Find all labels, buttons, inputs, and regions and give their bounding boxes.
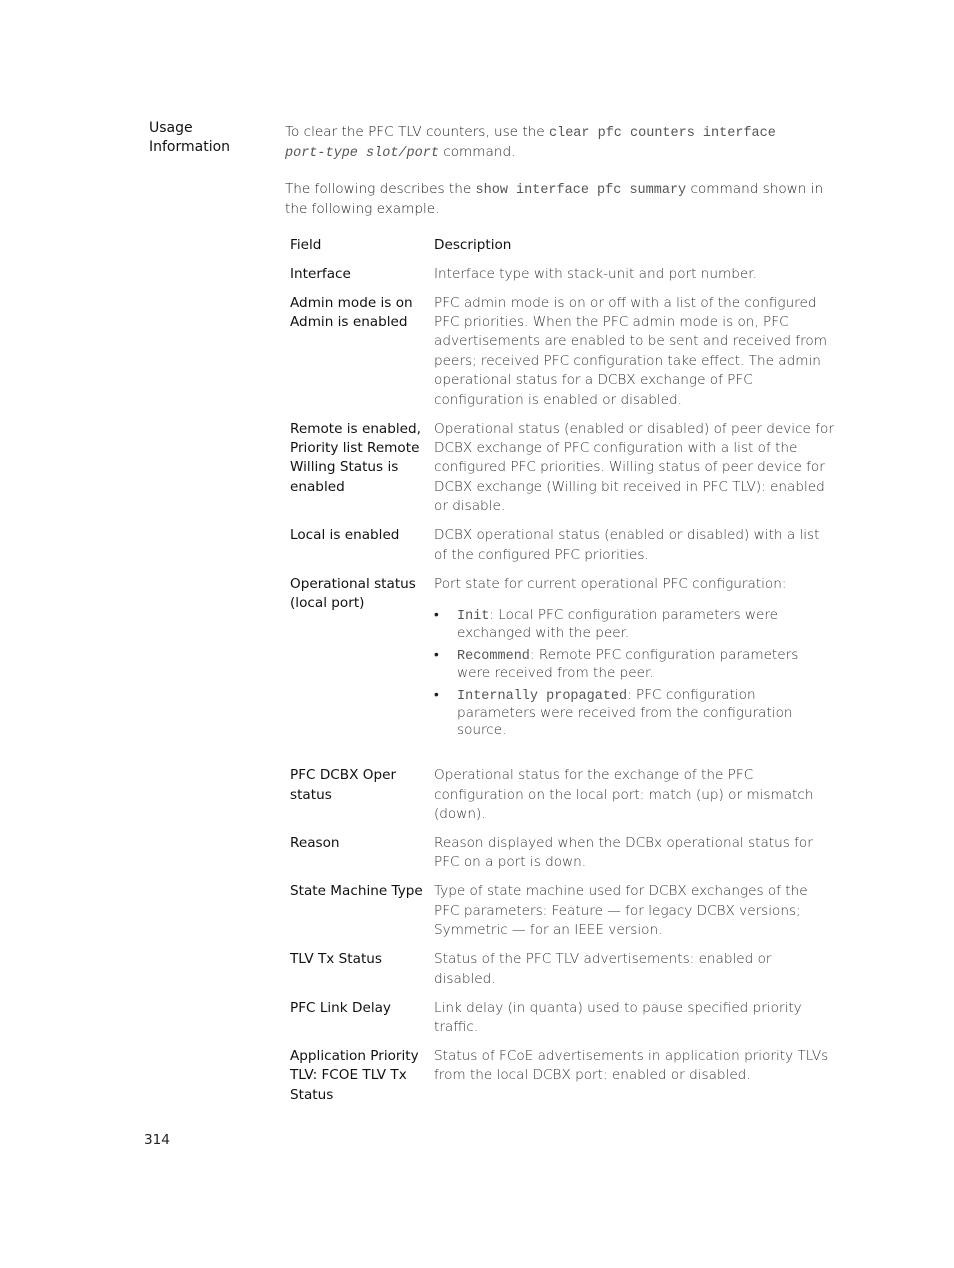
field-description: Type of state machine used for DCBX exchanges of the PFC parameters: Feature — for legacy DCBX versions; Symmetric — for an IEEE version. [434,883,808,939]
status-code: Internally propagated [457,689,628,705]
table-row [290,999,835,1047]
intro-p2-suffix: command shown in the following example. [285,180,824,218]
field-description: Reason displayed when the DCBx operational status for PFC on a port is down. [434,834,813,871]
table-row [290,1047,835,1115]
field-name: State Machine Type [290,883,423,900]
field-description: Operational status (enabled or disabled) of peer device for DCBX exchange of PFC configuration with a list of the configured PFC priorities. Willing status of peer device for DCBX exchange (Willing bit received in PFC TLV): enabled or disable. [434,420,834,515]
table-row [290,766,835,834]
field-name: Remote is enabled, Priority list Remote Willing Status is enabled [290,420,421,495]
intro-p2-text: The following describes the [285,180,476,197]
table-row [290,265,835,294]
field-name: Reason [290,834,340,851]
bullet-icon: • [434,607,439,624]
command-argument: port-type slot/port [285,146,439,162]
intro-paragraph-clear-counters [285,123,840,164]
field-name: TLV Tx Status [290,951,382,968]
table-header-row [290,236,835,265]
section-label-line2: Information [149,139,231,155]
field-name: Operational status (local port) [290,575,416,612]
field-name: Admin mode is on Admin is enabled [290,294,413,331]
header-field: Field [290,236,322,253]
field-name: Local is enabled [290,527,400,544]
status-text: : Local PFC configuration parameters were exchanged with the peer. [457,607,779,642]
field-name: Interface [290,265,351,282]
field-name: PFC DCBX Oper status [290,767,397,803]
list-item [434,647,835,682]
field-name: PFC Link Delay [290,999,391,1016]
field-description: PFC admin mode is on or off with a list of the configured PFC priorities. When the PFC admin mode is on, PFC advertisements are enabled to be sent and received from peers; received PFC configuration take effect. The admin operational status for a DCBX exchange of PFC configuration is enabled or disabled. [434,294,827,408]
section-label-line1: Usage [149,120,193,136]
field-description: Status of the PFC TLV advertisements: enabled or disabled. [434,951,772,987]
field-description-table [290,236,835,1115]
intro-p1-suffix: command. [438,144,516,161]
field-description: Link delay (in quanta) used to pause specified priority traffic. [434,999,802,1035]
field-description: DCBX operational status (enabled or disabled) with a list of the configured PFC priorities. [434,527,820,563]
table-row [290,526,835,574]
field-description: Status of FCoE advertisements in application priority TLVs from the local DCBX port: enabled or disabled. [434,1047,829,1084]
command-clear-pfc: clear pfc counters interface [549,126,776,141]
field-description: Operational status for the exchange of the PFC configuration on the local port: match (up) or mismatch (down). [434,767,814,822]
status-text: : PFC configuration parameters were received from the configuration source. [457,687,793,739]
table-row [290,420,835,527]
list-item [434,607,835,642]
operational-status-list [434,607,835,739]
table-row [290,294,835,420]
intro-paragraph-show-interface [285,180,840,220]
list-item [434,687,835,739]
section-label [149,119,269,157]
table-row [290,834,835,882]
table-row [290,950,835,998]
field-description: Interface type with stack-unit and port number. [434,265,757,282]
field-description [434,575,835,766]
field-description-intro: Port state for current operational PFC configuration: [434,575,787,592]
status-text: : Remote PFC configuration parameters were received from the peer. [457,647,799,682]
page-number: 314 [144,1132,170,1148]
status-code: Init [457,609,490,625]
table-row [290,882,835,950]
command-show-interface-pfc: show interface pfc summary [475,182,687,198]
field-name: Application Priority TLV: FCOE TLV Tx Status [290,1047,419,1103]
section-content [285,123,840,1115]
bullet-icon: • [434,647,439,664]
bullet-icon: • [434,687,439,704]
header-description: Description [434,236,512,253]
table-row [290,575,835,766]
status-code: Recommend [457,649,530,665]
intro-p1-text: To clear the PFC TLV counters, use the [285,124,549,140]
